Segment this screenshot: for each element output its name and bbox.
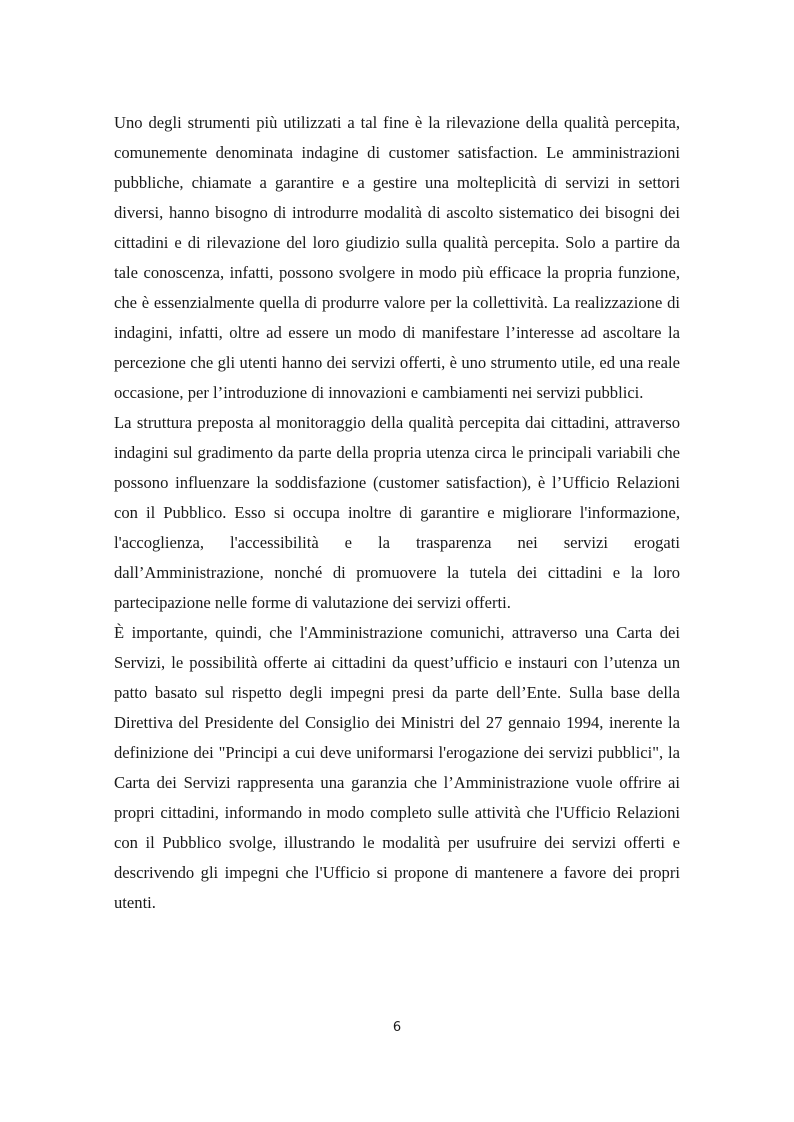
paragraph-customer-satisfaction: Uno degli strumenti più utilizzati a tal fine è la rilevazione della qualità percepita, comunemente denominata indagine di customer satisfaction. Le amministrazioni pubbliche, chiamate a garantire e a gestire una molteplicità di servizi in settori diversi, hanno bisogno di introdurre modalità di ascolto sistematico dei bisogni dei cittadini e di rilevazione del loro giudizio sulla qualità percepita. Solo a partire da tale conoscenza, infatti, possono svolgere in modo più efficace la propria funzione, che è essenzialmente quella di produrre valore per la collettività. La realizzazione di indagini, infatti, oltre ad essere un modo di manifestare l’interesse ad ascoltare la percezione che gli utenti hanno dei servizi offerti, è uno strumento utile, ed una reale occasione, per l’introduzione di innovazioni e cambiamenti nei servizi pubblici. <box>114 113 680 402</box>
page-number: 6 <box>392 1020 402 1035</box>
paragraph-ufficio-relazioni: La struttura preposta al monitoraggio della qualità percepita dai cittadini, attraverso indagini sul gradimento da parte della propria utenza circa le principali variabili che possono influenzare la soddisfazione (customer satisfaction), è l’Ufficio Relazioni con il Pubblico. Esso si occupa inoltre di garantire e migliorare l'informazione, l'accoglienza, l'accessibilità e la trasparenza nei servizi erogati dall’Amministrazione, nonché di promuovere la tutela dei cittadini e la loro partecipazione nelle forme di valutazione dei servizi offerti. <box>114 413 680 612</box>
paragraph-carta-dei-servizi: È importante, quindi, che l'Amministrazione comunichi, attraverso una Carta dei Servizi, le possibilità offerte ai cittadini da quest’ufficio e instauri con l’utenza un patto basato sul rispetto degli impegni presi da parte dell’Ente. Sulla base della Direttiva del Presidente del Consiglio dei Ministri del 27 gennaio 1994, inerente la definizione dei "Principi a cui deve uniformarsi l'erogazione dei servizi pubblici", la Carta dei Servizi rappresenta una garanzia che l’Amministrazione vuole offrire ai propri cittadini, informando in modo completo sulle attività che l'Ufficio Relazioni con il Pubblico svolge, illustrando le modalità per usufruire dei servizi offerti e descrivendo gli impegni che l'Ufficio si propone di mantenere a favore dei propri utenti. <box>114 623 680 912</box>
document-body <box>114 108 680 918</box>
